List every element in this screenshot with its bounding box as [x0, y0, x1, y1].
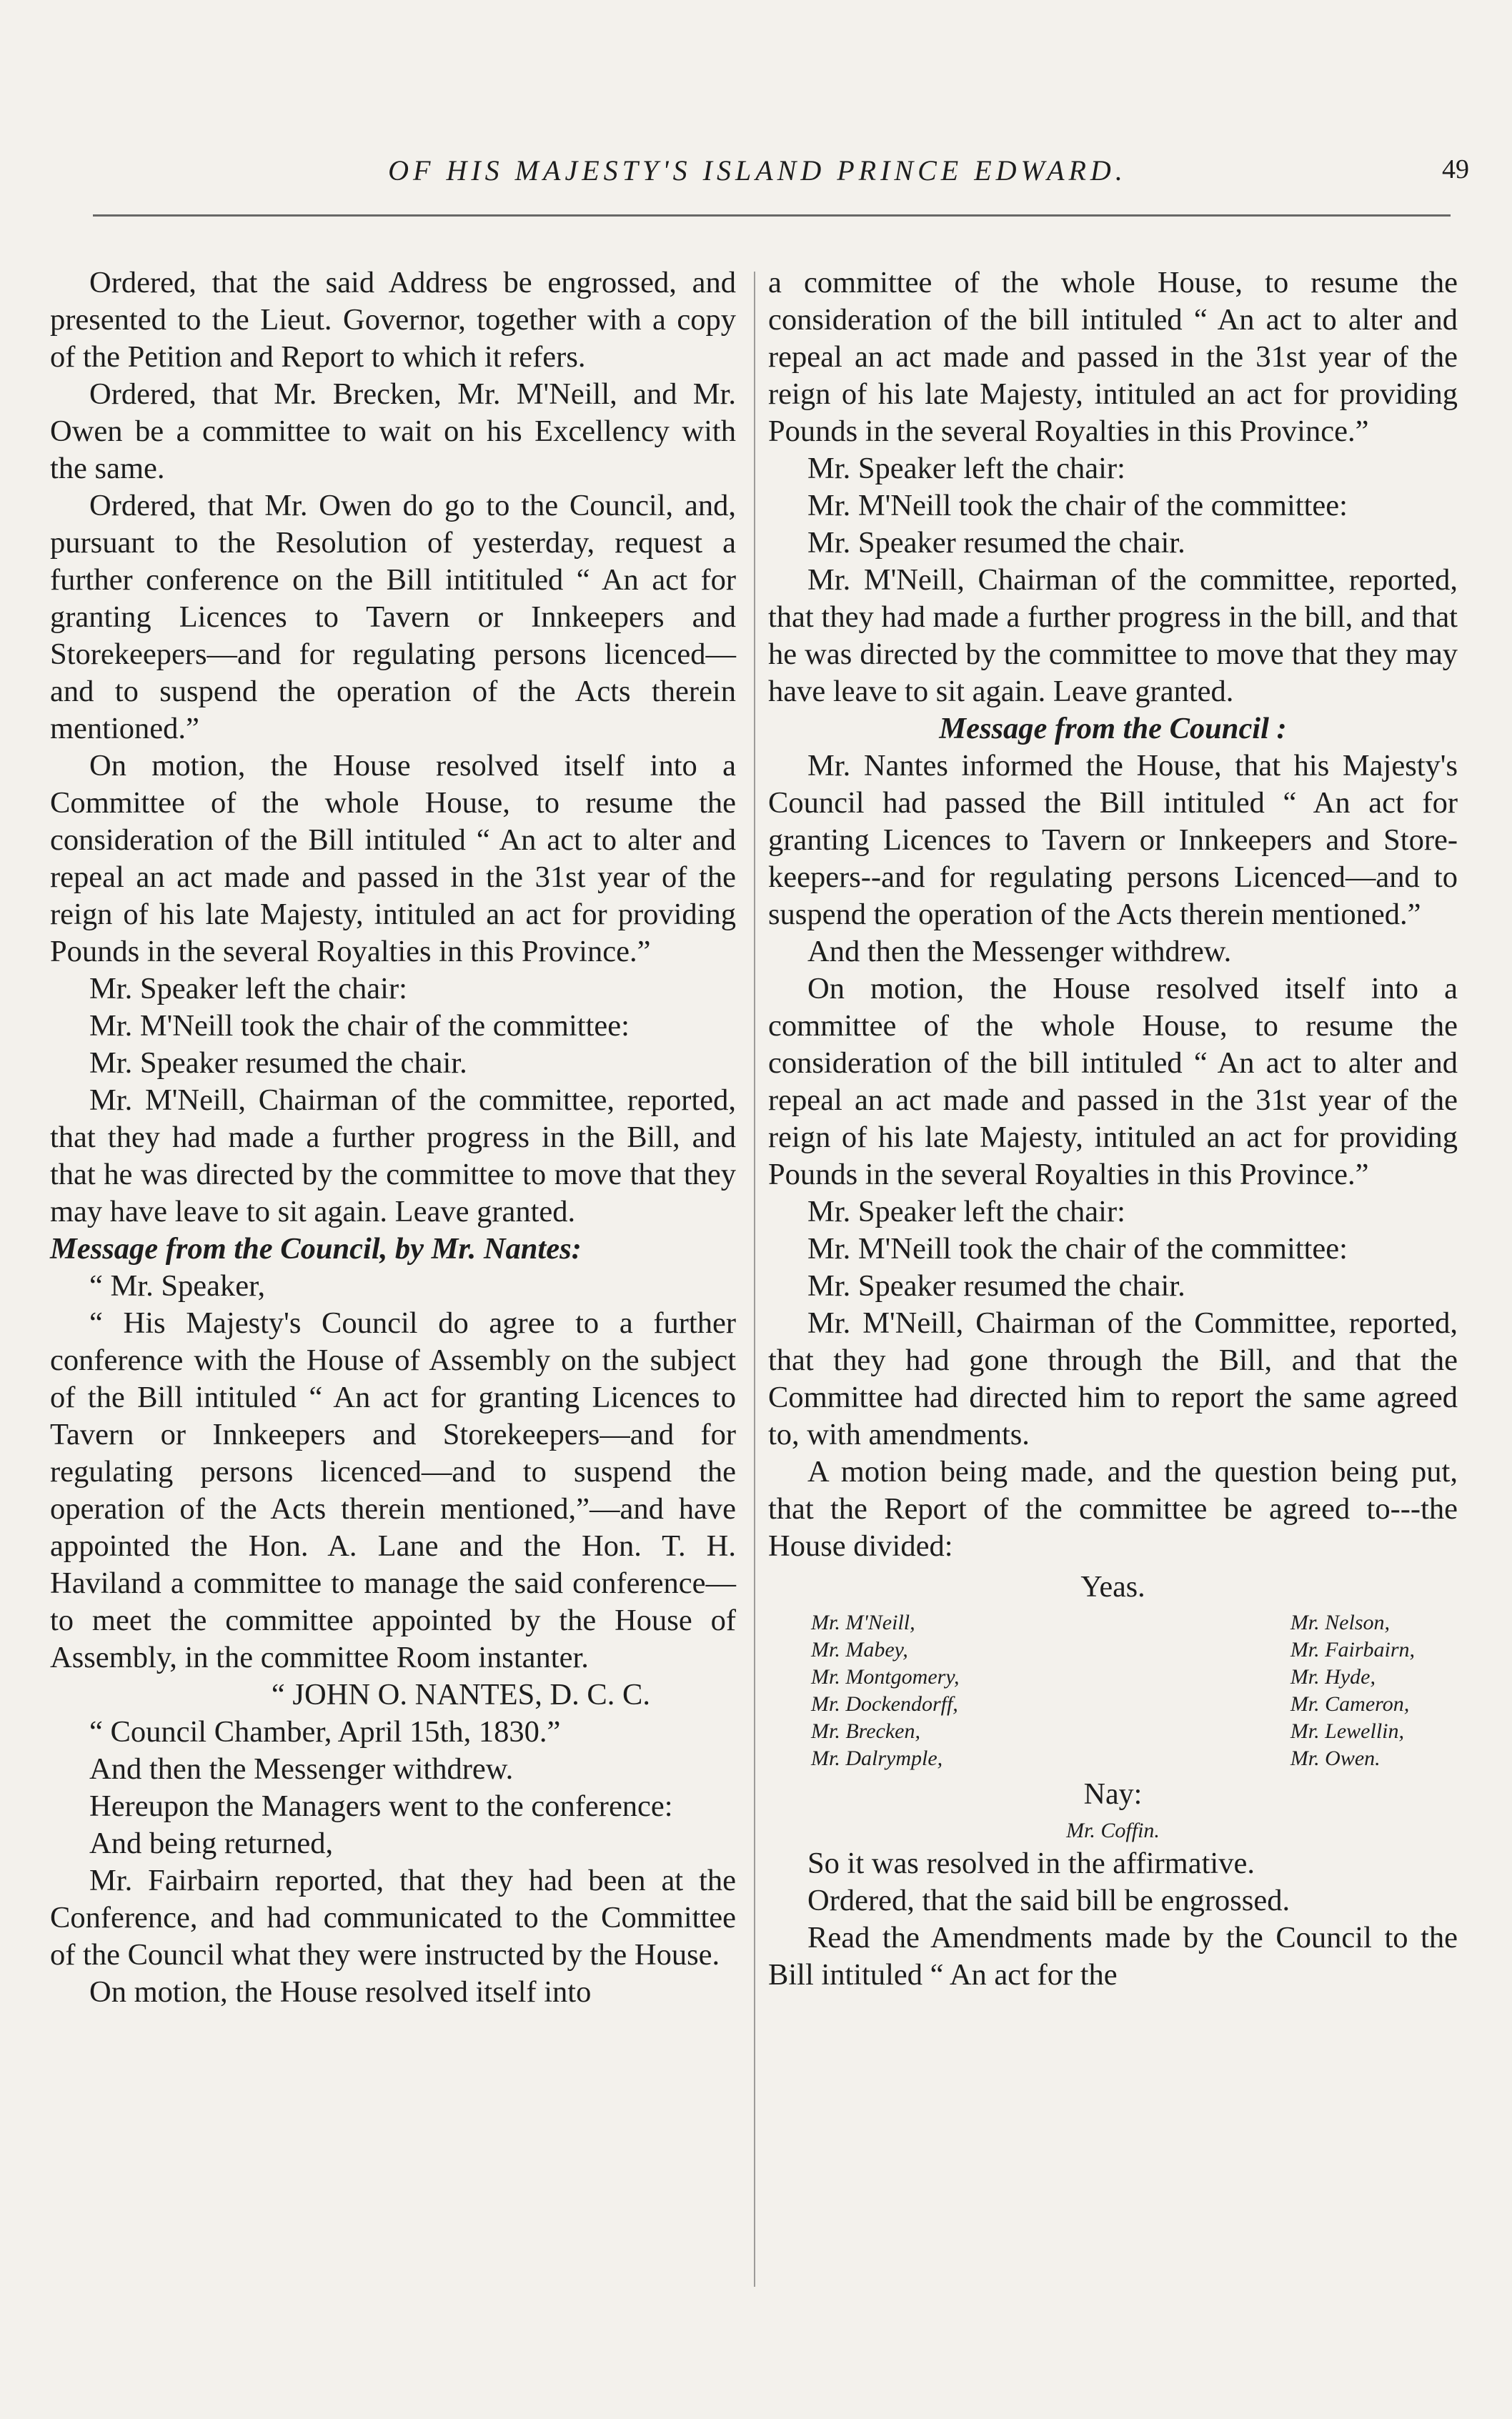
yeas-left-list — [811, 1609, 959, 1772]
yeas-heading: Yeas. — [1080, 1571, 1145, 1604]
member-name: Mr. Dockendorff, — [811, 1692, 958, 1716]
paragraph: Ordered, that Mr. Brecken, Mr. M'Neill, and Mr. Owen be a committee to wait on his Excellency with the same. — [50, 377, 736, 485]
right-column — [768, 264, 1458, 1994]
running-title: OF HIS MAJESTY'S ISLAND PRINCE EDWARD. — [388, 154, 1127, 187]
paragraph: And then the Messenger withdrew. — [807, 935, 1232, 968]
member-name: Mr. Nelson, — [1290, 1611, 1390, 1634]
message-heading: Message from the Council, by Mr. Nantes: — [50, 1232, 582, 1266]
salutation: “ Mr. Speaker, — [89, 1269, 266, 1303]
nay-heading: Nay: — [1083, 1778, 1143, 1811]
member-name: Mr. Coffin. — [1066, 1819, 1160, 1842]
dateline: “ Council Chamber, April 15th, 1830.” — [89, 1715, 561, 1749]
paragraph: On motion, the House resolved itself into a Committee of the whole House, to resume the consideration of the Bill intituled “ An act to alter and repeal an act made and passed in the 31st year of the reign of his late Majesty, intituled an act for providing Pounds in the several Royalties in this Province.” — [50, 749, 736, 968]
paragraph: Mr. M'Neill, Chairman of the Committee, reported, that they had gone through the Bill, and that the Committee had directed him to report the same agreed to, with amendments. — [768, 1306, 1458, 1451]
paragraph: “ His Majesty's Council do agree to a further conference with the House of Assembly on the subject of the Bill intituled “ An act for granting Licences to Tavern or Innkeepers and Storekeepers—and for regulating persons licenced—and to suspend the operation of the Acts therein mentioned,”—and have appointed the Hon. A. Lane and the Hon. T. H. Haviland a committee to manage the said conference—to meet the committee appointed by the House of Assembly, in the committee Room instanter. — [50, 1306, 736, 1674]
paragraph: Mr. M'Neill took the chair of the committee: — [807, 489, 1348, 522]
yeas-list — [768, 1609, 1458, 1772]
member-name: Mr. Fairbairn, — [1290, 1638, 1415, 1661]
member-name: Mr. Lewellin, — [1290, 1719, 1404, 1743]
paragraph: Mr. Speaker left the chair: — [807, 1195, 1125, 1228]
member-name: Mr. Dalrymple, — [811, 1747, 943, 1770]
member-name: Mr. Brecken, — [811, 1719, 920, 1743]
message-heading: Message from the Council : — [939, 712, 1287, 745]
paragraph: Mr. M'Neill, Chairman of the committee, reported, that they had made a further progress in the Bill, and that he was directed by the committee to move that they may have leave to sit again. Leave granted. — [50, 1083, 736, 1228]
paragraph: Mr. Speaker left the chair: — [89, 972, 407, 1005]
member-name: Mr. M'Neill, — [811, 1611, 915, 1634]
paragraph: Mr. Speaker resumed the chair. — [807, 1269, 1185, 1303]
member-name: Mr. Mabey, — [811, 1638, 908, 1661]
paragraph: Mr. M'Neill, Chairman of the committee, reported, that they had made a further progress in the bill, and that he was directed by the committee to move that they may have leave to sit again. Leave granted. — [768, 563, 1458, 708]
member-name: Mr. Cameron, — [1290, 1692, 1410, 1716]
paragraph: So it was resolved in the affirmative. — [807, 1847, 1255, 1880]
paragraph: Mr. M'Neill took the chair of the committee: — [89, 1009, 630, 1043]
paragraph: Ordered, that Mr. Owen do go to the Council, and, pursuant to the Resolution of yesterday, request a further conference on the Bill intitituled “ An act for granting Licences to Tavern or Innkeepers and Storekeepers—and for regulating persons licenced—and to suspend the operation of the Acts therein mentioned.” — [50, 489, 736, 745]
paragraph: Mr. Speaker resumed the chair. — [89, 1046, 467, 1080]
signature: “ JOHN O. NANTES, D. C. C. — [271, 1678, 650, 1712]
paragraph: A motion being made, and the question being put, that the Report of the committee be agreed to---the House divided: — [768, 1455, 1458, 1563]
paragraph: On motion, the House resolved itself into — [89, 1975, 592, 2009]
page-header — [0, 154, 1512, 204]
left-column — [50, 264, 736, 2011]
header-rule — [93, 214, 1451, 217]
paragraph: And being returned, — [89, 1827, 334, 1860]
paragraph: Mr. Fairbairn reported, that they had been at the Conference, and had communicated to the Committee of the Council what they were instructed by the House. — [50, 1864, 736, 1972]
member-name: Mr. Hyde, — [1290, 1665, 1376, 1689]
paragraph: Read the Amendments made by the Council to the Bill intituled “ An act for the — [768, 1921, 1458, 1992]
member-name: Mr. Owen. — [1290, 1747, 1381, 1770]
paragraph: Mr. Speaker left the chair: — [807, 452, 1125, 485]
paragraph: On motion, the House resolved itself into a committee of the whole House, to resume the consideration of the bill intituled “ An act to alter and repeal an act made and passed in the 31st year of the reign of his late Majesty, intituled an act for providing Pounds in the several Royalties in this Province.” — [768, 972, 1458, 1191]
paragraph: And then the Messenger withdrew. — [89, 1752, 514, 1786]
paragraph: Mr. Speaker resumed the chair. — [807, 526, 1185, 560]
paragraph: Mr. Nantes informed the House, that his Majesty's Council had passed the Bill intituled “ An act for granting Licences to Tavern or Innkeepers and Store-keepers--and for regulating persons Licenced—and to suspend the operation of the Acts therein mentioned.” — [768, 749, 1458, 931]
page-number: 49 — [1442, 154, 1469, 184]
paragraph: Ordered, that the said Address be engrossed, and presented to the Lieut. Governor, together with a copy of the Petition and Report to which it refers. — [50, 266, 736, 374]
paragraph: Mr. M'Neill took the chair of the committee: — [807, 1232, 1348, 1266]
yeas-right-list — [1290, 1609, 1415, 1772]
column-divider — [754, 272, 755, 2287]
paragraph: Ordered, that the said bill be engrossed. — [807, 1884, 1290, 1917]
paragraph: Hereupon the Managers went to the conference: — [89, 1789, 673, 1823]
member-name: Mr. Montgomery, — [811, 1665, 960, 1689]
paragraph: a committee of the whole House, to resume the consideration of the bill intituled “ An act to alter and repeal an act made and passed in the 31st year of the reign of his late Majesty, intituled an act for providing Pounds in the several Royalties in this Province.” — [768, 266, 1458, 448]
